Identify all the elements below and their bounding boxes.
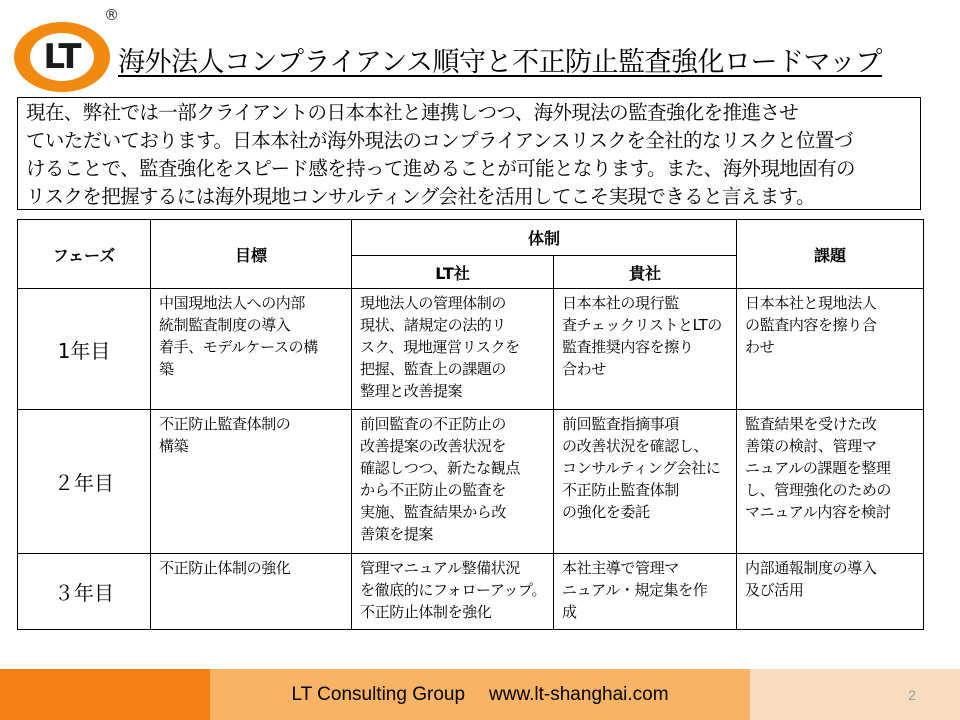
phase-cell: 1年目: [18, 289, 151, 410]
goal-text-line: 統制監査制度の導入: [159, 316, 291, 334]
roadmap-table: [17, 219, 924, 630]
lt-text-line: 整理と改善提案: [360, 382, 463, 400]
lt-text-line: 現状、諸規定の法的リ: [360, 316, 507, 334]
lt-cell: [352, 410, 554, 554]
issues-text-line: 監査結果を受けた改: [745, 415, 877, 433]
client-text-line: 成: [562, 603, 577, 621]
lt-text-line: 前回監査の不正防止の: [360, 415, 507, 433]
client-text-line: の強化を委託: [562, 503, 650, 521]
client-cell: [554, 554, 737, 630]
goal-cell: [151, 289, 352, 410]
logo-text: LT: [43, 37, 81, 77]
client-text-line: 本社主導で管理マ: [562, 559, 679, 577]
lt-text-line: 確認しつつ、新たな観点: [360, 459, 521, 477]
client-cell: [554, 410, 737, 554]
lt-cell: [352, 554, 554, 630]
lt-text-line: 把握、監査上の課題の: [360, 360, 507, 378]
client-text-line: 前回監査指摘事項: [562, 415, 679, 433]
client-text-line: 日本本社の現行監: [562, 294, 679, 312]
client-text-line: コンサルティング会社に: [562, 459, 721, 477]
page-title: 海外法人コンプライアンス順守と不正防止監査強化ロードマップ: [118, 47, 882, 78]
issues-text-line: マニュアル内容を検討: [745, 503, 891, 521]
issues-cell: [737, 410, 924, 554]
table-row: [18, 554, 924, 630]
table-row: [18, 289, 924, 410]
footer-company: LT Consulting Group: [291, 683, 466, 705]
goal-text-line: 築: [159, 360, 174, 378]
phase-cell: ３年目: [18, 554, 151, 630]
lt-text-line: から不正防止の監査を: [360, 481, 507, 499]
lt-text-line: 管理マニュアル整備状況: [360, 559, 521, 577]
client-text-line: 監査推奨内容を擦り: [562, 338, 694, 356]
lt-text-line: スク、現地運営リスクを: [360, 338, 520, 356]
goal-text-line: 不正防止体制の強化: [159, 559, 291, 577]
issues-text-line: 及び活用: [745, 581, 804, 599]
footer-right-band: [750, 669, 960, 720]
header-phase: フェーズ: [18, 220, 151, 289]
client-text-line: 査チェックリストとLTの: [562, 316, 722, 334]
issues-cell: [737, 289, 924, 410]
client-cell: [554, 289, 737, 410]
lt-text-line: を徹底的にフォローアップ。: [360, 581, 547, 599]
client-text-line: 不正防止監査体制: [562, 481, 679, 499]
lt-text-line: 改善提案の改善状況を: [360, 437, 507, 455]
footer-left-band: [0, 669, 210, 720]
lt-text-line: 現地法人の管理体制の: [360, 294, 507, 312]
intro-line: ていただいております。日本本社が海外現法のコンプライアンスリスクを全社的なリスクと位置づ: [26, 129, 853, 152]
issues-text-line: し、管理強化のための: [745, 481, 892, 499]
lt-text-line: 実施、監査結果から改: [360, 503, 507, 521]
goal-text-line: 着手、モデルケースの構: [159, 338, 318, 356]
goal-cell: [151, 410, 352, 554]
footer-website[interactable]: www.lt-shanghai.com: [489, 683, 669, 705]
goal-text-line: 中国現地法人への内部: [159, 294, 306, 312]
header-structure: 体制: [352, 220, 737, 256]
header-lt: LT社: [352, 256, 554, 289]
header-client: 貴社: [554, 256, 737, 289]
goal-cell: [151, 554, 352, 630]
header-goal: 目標: [151, 220, 352, 289]
intro-line: けることで、監査強化をスピード感を持って進めることが可能となります。また、海外現地固有の: [26, 157, 855, 180]
issues-text-line: ニュアルの課題を整理: [745, 459, 891, 477]
logo-inner: [30, 33, 94, 81]
intro-line: リスクを把握するには海外現地コンサルティング会社を活用してこそ実現できると言えます。: [26, 185, 815, 208]
client-text-line: の改善状況を確認し、: [562, 437, 709, 455]
intro-box: [17, 97, 921, 210]
goal-text-line: 不正防止監査体制の: [159, 415, 291, 433]
issues-text-line: 日本本社と現地法人: [745, 294, 877, 312]
issues-cell: [737, 554, 924, 630]
issues-text-line: わせ: [745, 338, 775, 356]
lt-text-line: 善策を提案: [360, 525, 434, 543]
company-logo: [14, 22, 110, 92]
registered-mark: ®: [104, 6, 119, 24]
issues-text-line: 内部通報制度の導入: [745, 559, 877, 577]
lt-cell: [352, 289, 554, 410]
phase-cell: ２年目: [18, 410, 151, 554]
page-number: 2: [908, 687, 916, 703]
lt-text-line: 不正防止体制を強化: [360, 603, 492, 621]
client-text-line: ニュアル・規定集を作: [562, 581, 708, 599]
issues-text-line: の監査内容を擦り合: [745, 316, 877, 334]
client-text-line: 合わせ: [562, 360, 606, 378]
header-issues: 課題: [737, 220, 924, 289]
table-row: [18, 410, 924, 554]
issues-text-line: 善策の検討、管理マ: [745, 437, 877, 455]
footer-center-band: [210, 669, 750, 720]
intro-line: 現在、弊社では一部クライアントの日本本社と連携しつつ、海外現法の監査強化を推進させ: [26, 101, 799, 124]
goal-text-line: 構築: [159, 437, 189, 455]
